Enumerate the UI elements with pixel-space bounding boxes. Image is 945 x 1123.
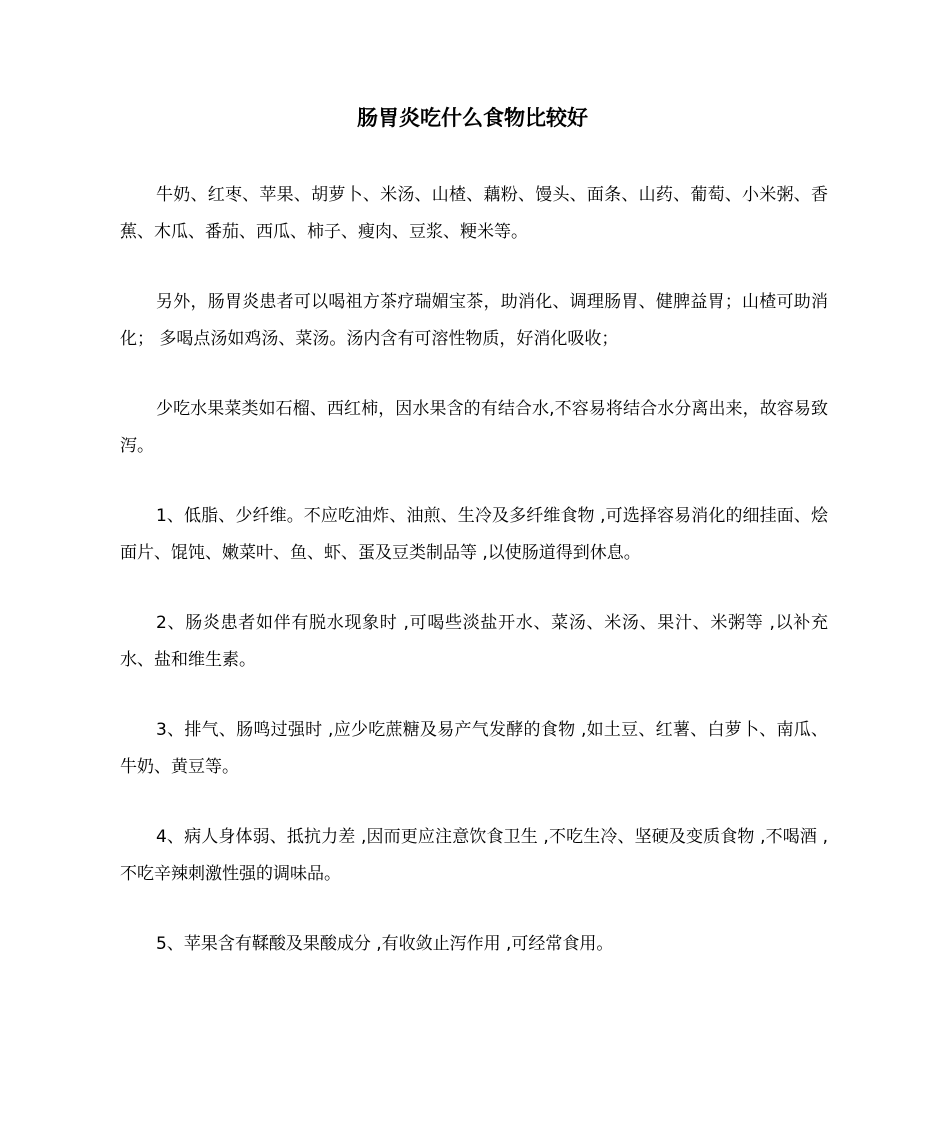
document-title: 肠胃炎吃什么食物比较好 bbox=[357, 106, 588, 130]
paragraph-tip-1: 1、低脂、少纤维。不应吃油炸、油煎、生冷及多纤维食物 ,可选择容易消化的细挂面、烩面片、馄饨、嫩菜叶、鱼、虾、蛋及豆类制品等 ,以使肠道得到休息。 bbox=[120, 506, 828, 563]
paragraph-tip-2: 2、肠炎患者如伴有脱水现象时 ,可喝些淡盐开水、菜汤、米汤、果汁、米粥等 ,以补充水、盐和维生素。 bbox=[120, 613, 828, 670]
paragraph-tea-and-soup: 另外，肠胃炎患者可以喝祖方茶疗瑞媚宝茶，助消化、调理肠胃、健脾益胃；山楂可助消化； 多喝点汤如鸡汤、菜汤。汤内含有可溶性物质，好消化吸收； bbox=[120, 292, 828, 349]
paragraph-tip-3: 3、排气、肠鸣过强时 ,应少吃蔗糖及易产气发酵的食物 ,如土豆、红薯、白萝卜、南瓜、牛奶、黄豆等。 bbox=[120, 720, 828, 777]
paragraph-fruit-advice: 少吃水果菜类如石榴、西红柿，因水果含的有结合水,不容易将结合水分离出来，故容易致泻。 bbox=[120, 399, 828, 456]
document-body bbox=[120, 177, 828, 997]
paragraph-tip-5: 5、苹果含有鞣酸及果酸成分 ,有收敛止泻作用 ,可经常食用。 bbox=[156, 934, 614, 954]
paragraph-food-list: 牛奶、红枣、苹果、胡萝卜、米汤、山楂、藕粉、馒头、面条、山药、葡萄、小米粥、香蕉、木瓜、番茄、西瓜、柿子、瘦肉、豆浆、粳米等。 bbox=[120, 185, 828, 242]
paragraph-tip-4: 4、病人身体弱、抵抗力差 ,因而更应注意饮食卫生 ,不吃生冷、坚硬及变质食物 ,不喝酒 ,不吃辛辣刺激性强的调味品。 bbox=[120, 827, 828, 884]
